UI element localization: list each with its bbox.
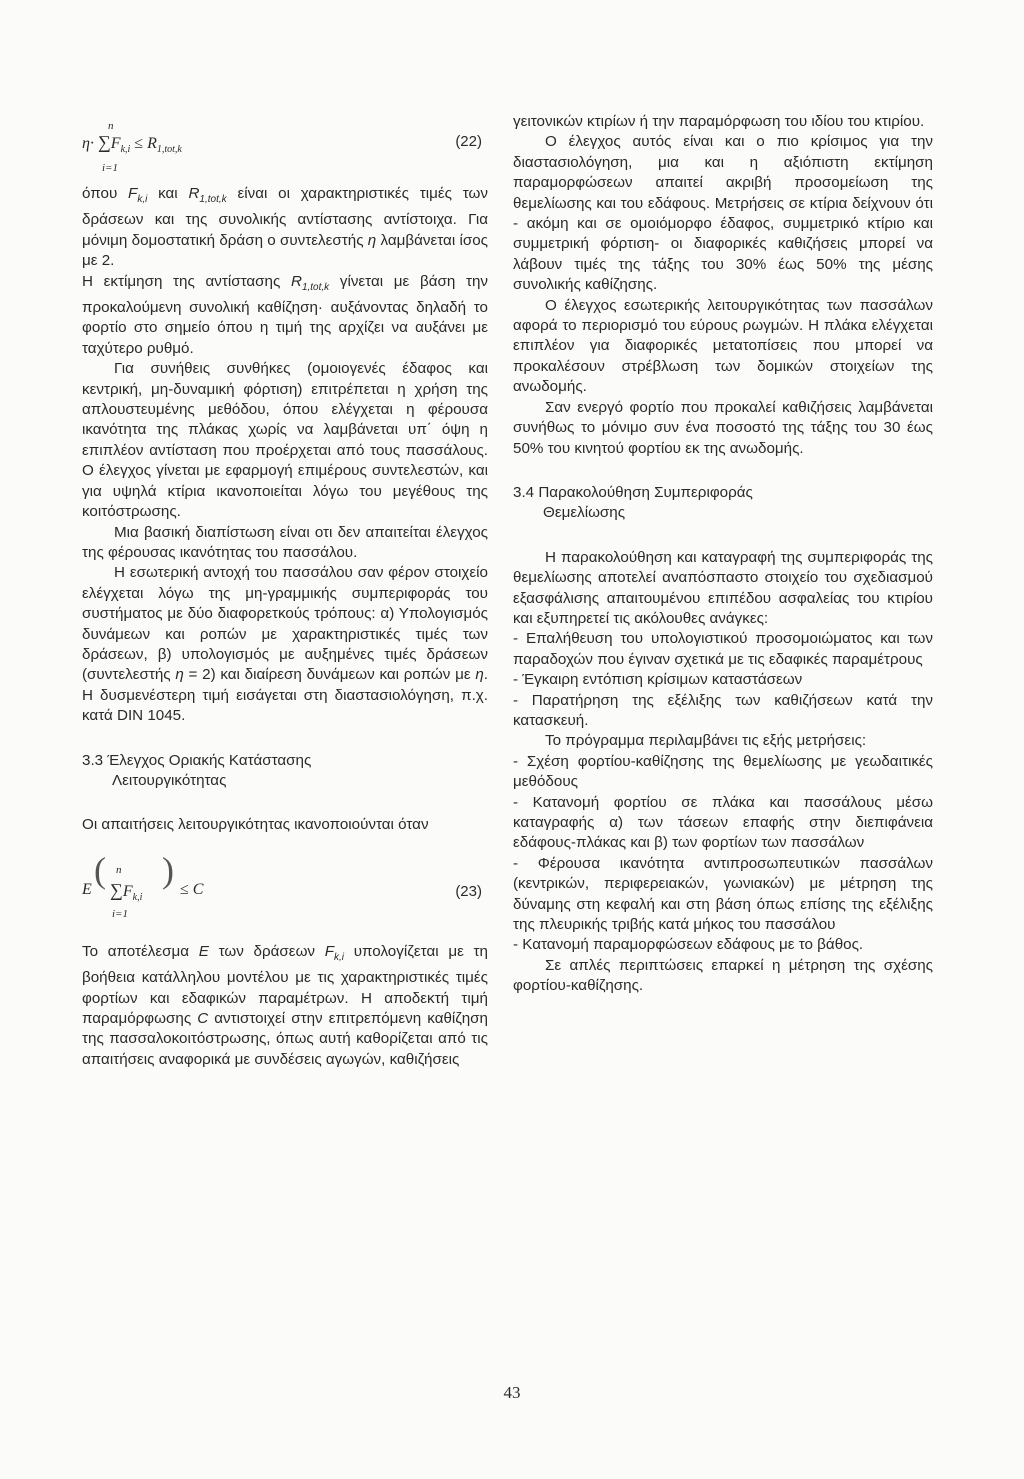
- eq23-number: (23): [455, 882, 482, 900]
- paragraph: Για συνήθεις συνθήκες (ομοιογενές έδαφος και κεντρική, μη-δυναμική φόρτιση) επιτρέπεται η χρήση της απλουστευμένης μεθόδου, όπου ελέγχεται η φέρουσα ικανότητα της πλάκας χωρίς να λαμβάνεται υπ΄ όψη η επιπλέον αντίσταση που προέρχεται από τους πασσάλους. Ο έλεγχος γίνεται με εφαρμογή επιμέρους συντελεστών, και για υψηλά κτίρια ικανοποιείται λόγω του μεγέθους της κοιτόστρωσης.: [82, 360, 488, 521]
- paragraph: Ο έλεγχος αυτός είναι και ο πιο κρίσιμος για την διαστασιολόγηση, μια και η αξιόπιστη εκτίμηση παραμορφώσεων απαιτεί ακριβή προσομείωση της θεμελίωσης και του εδάφους. Μετρήσεις σε κτίρια δείχνουν ότι - ακόμη και σε ομοιόμορφο έδαφος, συμμετρικό κτίριο και συμμετρική φόρτιση- οι διαφορικές καθιζήσεις μπορεί να λάβουν τιμές της τάξης του 30% έως 50% της μέσης συνολικής καθίζησης.: [513, 133, 933, 294]
- paragraph: Ο έλεγχος εσωτερικής λειτουργικότητας των πασσάλων αφορά το περιορισμό του εύρους ρωγμών. Η πλάκα ελέγχεται επιπλέον για διαφορικές μετατοπίσεις που μπορεί να προκαλέσουν στρέβλωση των δομικών στοιχείων της ανωδομής.: [513, 296, 933, 396]
- list-item: - Σχέση φορτίου-καθίζησης της θεμελίωσης με γεωδαιτικές μεθόδους: [513, 752, 933, 791]
- right-column: [513, 112, 933, 997]
- list-item: - Παρατήρηση της εξέλιξης των καθιζήσεων κατά την κατασκευή.: [513, 691, 933, 729]
- paragraph: Η παρακολούθηση και καταγραφή της συμπεριφοράς της θεμελίωσης αποτελεί αναπόσπαστο στοιχείο του σχεδιασμού εξασφάλισης απαιτουμένου επιπέδου ασφαλείας του κτιρίου και εξυπηρετεί τις ακόλουθες ανάγκες:: [513, 548, 933, 627]
- eq23-lower-limit: i=1: [112, 907, 128, 920]
- paragraph: Η εσωτερική αντοχή του πασσάλου σαν φέρον στοιχείο ελέγχεται λόγω της μη-γραμμικής συμπεριφοράς του συστήματος με δύο διαφορετκούς τρόπους: α) Υπολογισμός δυνάμεων και ροπών με χαρακτηριστικές τιμές των δράσεων, β) υπολογισμός με αυξημένες τιμές δράσεων (συντελεστής η = 2) και διαίρεση δυνάμεων και ροπών με η. Η δυσμενέστερη τιμή εισάγεται στη διαστασιολόγηση, π.χ. κατά DIN 1045.: [82, 564, 488, 725]
- eq22-lower-limit: i=1: [102, 162, 118, 174]
- eq23-upper-limit: n: [116, 863, 122, 876]
- left-column: [82, 112, 488, 1070]
- paragraph: Μια βασική διαπίστωση είναι οτι δεν απαιτείται έλεγχος της φέρουσας ικανότητας του πασσάλου.: [82, 523, 488, 561]
- section-heading-3-4: 3.4 Παρακολούθηση Συμπεριφοράς Θεμελίωσης: [513, 483, 753, 522]
- eq22-expression: $\eta\cdot \sum F_{k,i} \le R_{1,tot,k}$: [82, 132, 182, 155]
- list-item: - Έγκαιρη εντόπιση κρίσιμων καταστάσεων: [513, 671, 803, 689]
- equation-22: [82, 112, 488, 174]
- list-item: - Κατανομή παραμορφώσεων εδάφους με το βάθος.: [513, 936, 864, 954]
- page-number: 43: [503, 1383, 521, 1402]
- eq22-upper-limit: n: [108, 120, 114, 132]
- eq23-expression: E: [82, 880, 92, 898]
- list-item: - Επαλήθευση του υπολογιστικού προσομοιώματος και των παραδοχών που έγιναν σχετικά με τις εδαφικές παραμέτρους: [513, 630, 933, 668]
- paragraph: Οι απαιτήσεις λειτουργικότητας ικανοποιούνται όταν: [82, 816, 429, 834]
- paragraph: Σαν ενεργό φορτίο που προκαλεί καθιζήσεις λαμβάνεται συνήθως το μόνιμο συν ένα ποσοστό της τάξης του 30 έως 50% του κινητού φορτίου εκ της ανωδομής.: [513, 398, 933, 457]
- paragraph: Το αποτέλεσμα E των δράσεων $F_{k,i}$ υπολογίζεται με τη βοήθεια κατάλληλου μοντέλου με τις χαρακτηριστικές τιμές φορτίων και εδαφικών παραμέτρων. Η αποδεκτή τιμή παραμόρφωσης C αντιστοιχεί στην επιτρεπόμενη καθίζηση της πασσαλοκοιτόστρωσης, όπως αυτή καθορίζεται από τις απαιτήσεις αναφορικά με συνδέσεις αγωγών, καθιζήσεις: [82, 942, 488, 1068]
- paragraph: γειτονικών κτιρίων ή την παραμόρφωση του ιδίου του κτιρίου.: [513, 113, 925, 130]
- paragraph: όπου $F_{k,i}$ και $R_{1,tot,k}$ είναι οι χαρακτηριστικές τιμές των δράσεων και της συνολικής αντίστασης αντίστοιχα. Για μόνιμη δομοστατική δράση ο συντελεστής η λαμβάνεται ίσος με 2.: [82, 185, 488, 270]
- list-item: - Φέρουσα ικανότητα αντιπροσωπευτικών πασσάλων (κεντρικών, περιφερειακών, γωνιακών) με μέτρηση της δύναμης στη κεφαλή και στη βάση όπως επίσης της εξέλιξης της πλευρικής τριβής κατά μήκος του πασσάλου: [513, 854, 933, 934]
- equation-23: E ( n $\sum F_{k,i}$ i=1 ) ≤ C (23): [82, 854, 488, 932]
- eq22-number: (22): [455, 133, 482, 150]
- paragraph: Το πρόγραμμα περιλαμβάνει τις εξής μετρήσεις:: [545, 732, 867, 750]
- paragraph: Σε απλές περιπτώσεις επαρκεί η μέτρηση της σχέσης φορτίου-καθίζησης.: [513, 956, 933, 995]
- list-item: - Κατανομή φορτίου σε πλάκα και πασσάλους μέσω καταγραφής α) των τάσεων επαφής στην διεπιφάνεια εδάφους-πλάκας και β) των φορτίων των πασσάλων: [513, 793, 933, 852]
- paragraph: Η εκτίμηση της αντίστασης $R_{1,tot,k}$ γίνεται με βάση την προκαλούμενη συνολική καθίζηση· αυξάνοντας δηλαδή το φορτίο στο σημείο όπου η τιμή της αρχίζει να αυξάνει με ταχύτερο ρυθμό.: [82, 272, 488, 357]
- section-heading-3-3: 3.3 Έλεγχος Οριακής Κατάστασης Λειτουργικότητας: [82, 751, 312, 789]
